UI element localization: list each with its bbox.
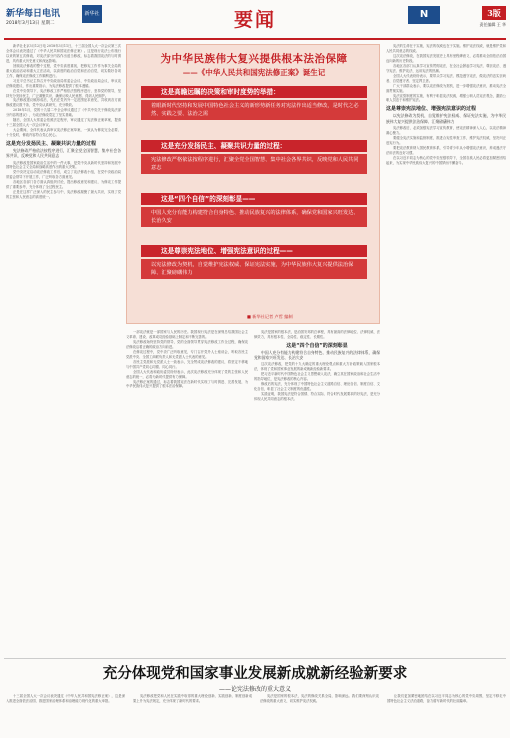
- paragraph: 十三届全国人大一次会议表决通过《中华人民共和国宪法修正案》，这是深入推进全面依法治国、推进国家治理体系和治理能力现代化的重大举措。: [6, 694, 125, 703]
- paragraph: 宪法修改后，必须加强宪法学习宣传教育，使宪法精神深入人心，以宪法精神凝心聚力。: [386, 125, 506, 135]
- section-title: 要闻: [234, 9, 277, 31]
- paragraph: 正是在这样广泛深入的民主参与中，宪法修改凝聚了最大共识，实现了党的主张和人民意志的高度统一。: [6, 190, 121, 200]
- feature-body-4: 以宪法修改为契机，自觉维护宪法权威、保证宪法实施，为中华民族伟大复兴提供法治保障、汇聚磅礴伟力: [141, 259, 367, 279]
- feature-box: [126, 44, 380, 324]
- feature-heading-3: 这是“四个自信”的深刻彰显——: [141, 193, 367, 205]
- paragraph: 这次宪法修改，把党的十九大确定的重大理论观点和重大方针政策载入国家根本法，体现了党和国家事业发展的新成就新经验新要求。: [254, 362, 380, 372]
- paragraph: 一部宪法就是一部国家与人民的历史。我国现行宪法是在深刻总结我国社会主义革命、建设、改革成功经验基础上制定和不断完善的。: [126, 330, 248, 339]
- paragraph: 各民主党派和无党派人士一致表示，完全赞成宪法修改的建议，将坚定不移地与中国共产党同心同德、同心同行。: [126, 359, 248, 369]
- bottom-article: [6, 694, 506, 734]
- paragraph: 在党中央领导下，宪法修改工作严格依法按程序进行，坚持党的领导，坚持充分发扬民主，广泛凝聚共识，确保反映人民意愿、得到人民拥护。: [6, 88, 121, 98]
- feature-heading-4: 这是尊崇宪法地位、增强宪法意识的过程——: [141, 245, 367, 257]
- paragraph: 让我们更加紧密地团结在以习近平同志为核心的党中央周围，坚定不移走中国特色社会主义法治道路，奋力谱写新时代的壮丽篇章。: [387, 694, 506, 703]
- brand-logo: 新华社: [82, 5, 102, 23]
- page-number: 3版: [482, 6, 506, 20]
- header-rule: [4, 38, 506, 40]
- middle-right-column: [254, 330, 380, 656]
- paragraph: 宪法修改把党和人民在实践中取得的重大理论创新、实践创新、制度创新成果上升为宪法规定，充分体现了新时代的要求。: [133, 694, 252, 703]
- paragraph: 各地区各部门各方面认真组织讨论，提出修改意见和建议，为修宪工作提供了重要参考，充分体现了全过程民主。: [6, 180, 121, 190]
- paragraph: 各地区各部门认真学习宣传贯彻宪法，在全社会掀起学习宪法、尊崇宪法、遵守宪法、维护宪法、运用宪法的热潮。: [386, 63, 506, 73]
- section-lead: 中国人充分有能力构建符合自身特色、推动民族复兴的法律体系，确保党和国家兴旺发达、长治久安: [254, 349, 380, 361]
- paragraph: 党中央决定启动宪法修改工作后，成立了宪法修改小组，在党中央政治局常委会领导下开展工作，广泛听取各方面意见。: [6, 170, 121, 180]
- paragraph: 要健全宪法实施和监督制度，推进合宪性审查工作，维护宪法权威，坚决纠正违宪行为。: [386, 135, 506, 145]
- masthead-name: 新华每日电讯: [6, 9, 61, 19]
- paragraph: 广大干部群众表示，要以宪法修改为契机，进一步增强宪法意识，推动宪法全面贯彻实施。: [386, 83, 506, 93]
- paragraph: 宪法修正案的通过，标志着我国宪法在新时代实现了与时俱进、完善发展，为中华民族伟大复兴提供了根本法治保障。: [126, 379, 248, 389]
- section-lead: 以宪法修改为契机，自觉维护宪法权威、保证宪法实施，为中华民族伟大复兴提供法治保障、汇聚磅礴伟力: [386, 113, 506, 124]
- paragraph: 要把宪法教育纳入国民教育体系，引导青少年从小增强宪法意识，养成遵法守法用法的良好习惯。: [386, 145, 506, 155]
- paragraph: 宪法修改是国家政治生活中的一件大事，是党中央从新时代坚持和发展中国特色社会主义全局和战略高度作出的重大决策。: [6, 160, 121, 170]
- section-heading: 这是“四个自信”的深刻彰显: [286, 342, 348, 349]
- paragraph: 宪法是国家的根本法，宪法的修改关系全局，影响深远。我们要深刻认识宪法修改的重大意义，切实维护宪法权威。: [260, 694, 379, 703]
- page-header: [4, 4, 506, 38]
- paragraph: 在修宪过程中，党中央广泛听取意见，专门召开党外人士座谈会，听取各民主党派中央、全国工商联负责人和无党派人士代表的意见。: [126, 349, 248, 359]
- paragraph: 全国人大代表和政协委员纷纷表示，此次宪法修改充分体现了党的主张和人民意志的统一，必将为新时代提供有力保障。: [126, 369, 248, 379]
- paragraph: 新华社北京3月12日电 2018年3月11日，十三届全国人大一次会议第三次全体会议表决通过了《中华人民共和国宪法修正案》。这是现行宪法公布施行以来的第五次修改，对宪法部分内容作出适当修改，标志着我国宪法的与时俱进，具有重大历史意义和深远影响。: [6, 44, 121, 63]
- paragraph: 宪法修改始终坚持党的领导，党的全面领导贯穿宪法修改工作全过程，确保宪法修改沿着正确的政治方向前进。: [126, 339, 248, 349]
- right-column: [386, 44, 506, 656]
- edition-logo: N: [408, 6, 440, 24]
- section-heading: 这是充分发扬民主、凝聚共识力量的过程: [6, 141, 97, 148]
- feature-body-3: 中国人充分有能力构建符合自身特色、推动民族复兴的法律体系，确保党和国家兴旺发达、长治久安: [141, 207, 367, 227]
- section-lead: 宪法修改严格依法按程序进行，汇聚全党全国智慧，集中社会各界共识，反映党和人民共同意志: [6, 148, 121, 159]
- paragraph: 在以习近平同志为核心的党中央坚强领导下，全国各族人民必将更加紧密团结起来，为实现中华民族伟大复兴的中国梦而不懈奋斗。: [386, 155, 506, 165]
- left-column: [6, 44, 121, 656]
- editor-credit: 责任编辑 王 华: [479, 22, 506, 27]
- paragraph: 宪法修改建议稿形成后，先后在党内外一定范围征求意见，共收到各方面修改建议数千条，党中央认真研究，充分吸收。: [6, 98, 121, 108]
- feature-body-2: 宪法修改严格依法按程序进行，汇聚全党全国智慧、集中社会各界共识，反映党和人民共同意志: [141, 154, 367, 174]
- middle-left-column: [126, 330, 248, 656]
- paragraph: 宪法是国家的根本法，是治国安邦的总章程，具有最高的法律地位、法律权威、法律效力，具有根本性、全局性、稳定性、长期性。: [254, 330, 380, 339]
- paragraph: 实践证明，我国宪法是符合国情、符合实际、符合时代发展要求的好宪法，是充分体现人民共同意志的根本法。: [254, 392, 380, 401]
- paragraph: 习近平总书记主持召开中央政治局常委会会议、中央政治局会议，审议宪法修改建议，作出重要指示，为宪法修改提供了根本遵循。: [6, 78, 121, 88]
- paragraph: 回顾宪法修改的整个过程，党中央高度重视，把修宪工作作为事关全局的重大政治活动和重大立法活动，以高度的政治自觉和法治自觉，切实做好各项工作，确保宪法修改工作顺利进行。: [6, 63, 121, 78]
- feature-heading-1: 这是高瞻远瞩的决策和审时度势的举措：: [141, 86, 367, 98]
- paragraph: 2018年1月，党的十九届二中全会审议通过了《中共中央关于修改宪法部分内容的建议》，为宪法修改奠定了坚实基础。: [6, 108, 121, 118]
- issue-date: 2018年3月13日 星期二: [6, 21, 55, 26]
- bottom-headline: 充分体现党和国家事业发展新成就新经验新要求: [102, 665, 408, 682]
- feature-subtitle: ——《中华人民共和国宪法修正案》诞生记: [182, 68, 326, 77]
- section-heading: 这是尊崇宪法地位、增强宪法意识的过程: [386, 106, 477, 113]
- paragraph: 随后，全国人大常委会依照法定程序，审议通过了宪法修正案草案，提请十三届全国人大一次会议审议。: [6, 118, 121, 128]
- paragraph: 全国人大代表纷纷表示，要带头学习宪法、模范遵守宪法，做宪法的忠实崇尚者、自觉遵守者、坚定捍卫者。: [386, 73, 506, 83]
- paragraph: 大会期间，全体代表认真审议宪法修正案草案，一致认为修宪完全必要、十分及时，修改内容符合党心民心。: [6, 128, 121, 138]
- paragraph: 宪法宣誓制度的实施，有利于彰显宪法权威，增强公职人员宪法观念，激励公职人员忠于和维护宪法。: [386, 93, 506, 103]
- graphic-credit: ■ 新华社记者 卢哲 编制: [247, 314, 293, 319]
- feature-body-1: 着眼新时代坚持和发展中国特色社会主义的新形势新任务对宪法作出适当修改，是时代之必然、实践之要、法治之需: [141, 100, 367, 120]
- bottom-subheadline: ——论宪法修改的重大意义: [218, 686, 291, 693]
- paragraph: 把习近平新时代中国特色社会主义思想载入宪法，确立其在国家政治和社会生活中的指导地位，是宪法修改的核心内容。: [254, 372, 380, 382]
- bottom-rule: [4, 658, 506, 659]
- paragraph: 这次宪法修改，在我国宪法发展史上具有里程碑意义，必将推动全面依法治国迈向新的历史阶段。: [386, 53, 506, 63]
- paragraph: 修改后的宪法，充分体现了中国特色社会主义道路自信、理论自信、制度自信、文化自信，彰显了社会主义制度的优越性。: [254, 382, 380, 392]
- feature-title: 为中华民族伟大复兴提供根本法治保障: [160, 53, 348, 65]
- feature-heading-2: 这是充分发扬民主、凝聚共识力量的过程：: [141, 140, 367, 152]
- paragraph: 宪法的生命在于实施，宪法的权威也在于实施。维护宪法权威，就是维护党和人民共同意志的权威。: [386, 44, 506, 53]
